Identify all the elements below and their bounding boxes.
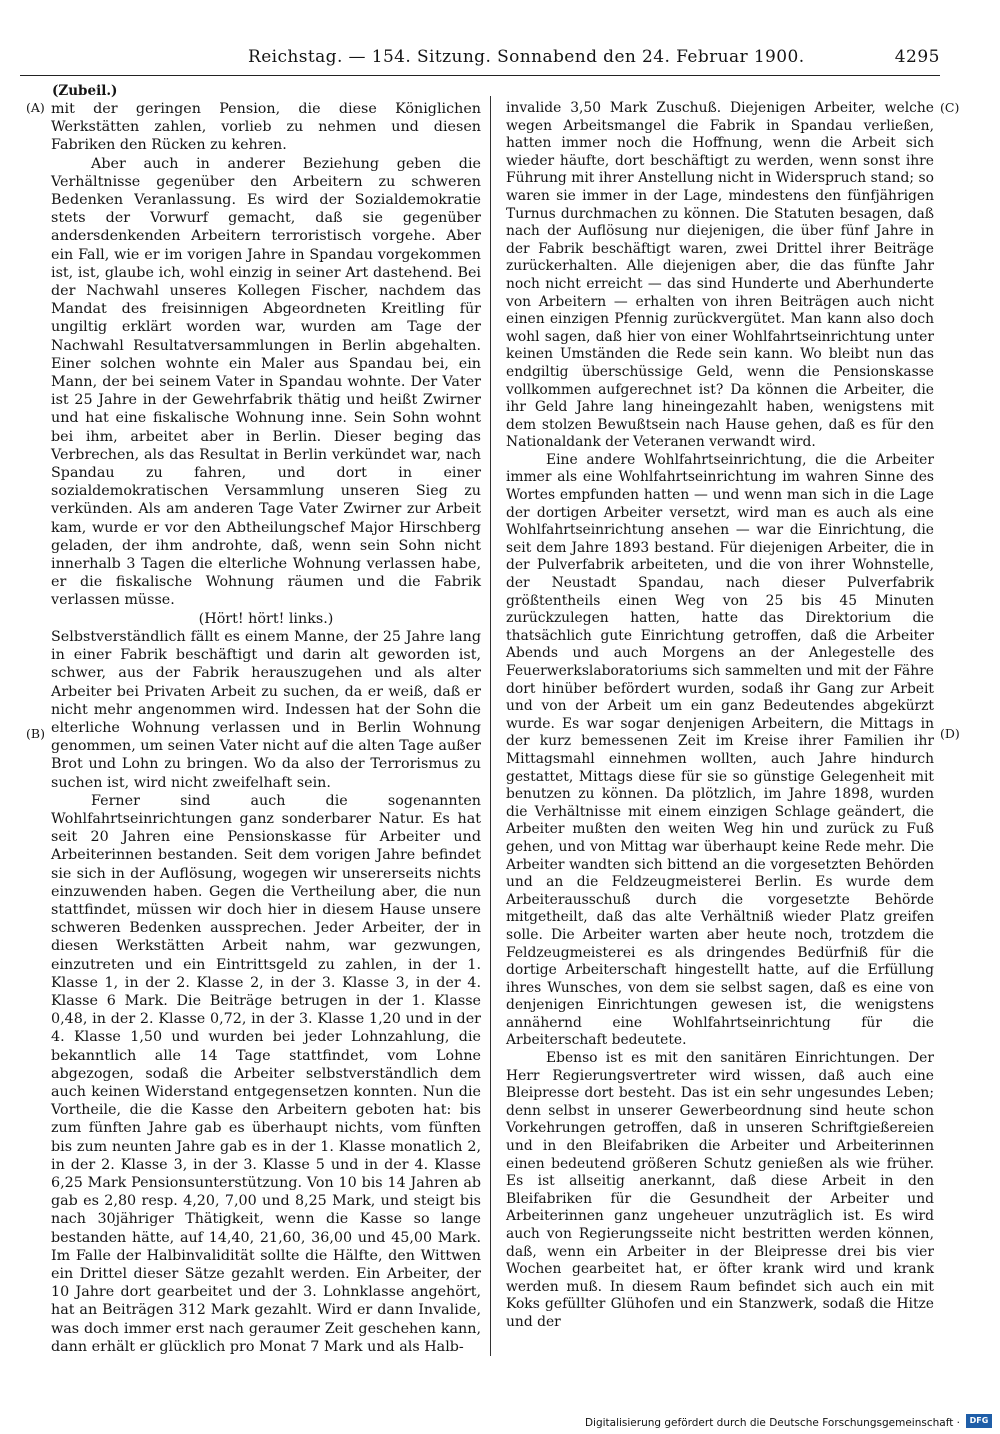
paragraph: Ebenso ist es mit den sanitären Einrichtungen. Der Herr Regierungsvertreter wird wissen, daß auch eine Bleipresse dort besteht. Das ist ein sehr ungesundes Leben; denn selbst in unserer Gewerbeordnung sind heute schon Vorkehrungen getroffen, daß in unseren Schriftgießereien und in den Bleifabriken die Arbeiter und Arbeiterinnen einen bedeutend größeren Schutz genießen als wie früher. Es ist allseitig anerkannt, daß diese Arbeit in den Bleifabriken für die Gesundheit der Arbeiter und Arbeiterinnen ganz ungeheuer unzuträglich ist. Es wird auch von Regierungsseite nicht bestritten werden können, daß, wenn ein Arbeiter in der Bleipresse drei bis vier Wochen gearbeitet hat, er öfter krank wird und krank werden muß. In diesem Raum befindet sich auch ein mit Koks gefüllter Glühofen und ein Stanzwerk, sodaß die Hitze und der	[506, 1050, 934, 1330]
left-column	[51, 100, 481, 1356]
paragraph: Selbstverständlich fällt es einem Manne, der 25 Jahre lang in einer Fabrik beschäftigt und darin alt geworden ist, schwer, aus der Fabrik herauszugehen und als alter Arbeiter bei Privaten Arbeit zu suchen, da er weiß, daß er nicht mehr angenommen wird. Indessen hat der Sohn die elterliche Wohnung verlassen und in Berlin Wohnung genommen, um seinen Vater nicht auf die alten Tage außer Brot und Lohn zu bringen. Wo da also der Terrorismus zu suchen ist, wird nicht zweifelhaft sein.	[51, 628, 481, 791]
paragraph: Aber auch in anderer Beziehung geben die Verhältnisse gegenüber den Arbeitern zu schweren Bedenken Veranlassung. Es wird der Sozialdemokratie stets der Vorwurf gemacht, daß sie gegenüber andersdenkenden Arbeitern terroristisch vorgehe. Aber ein Fall, wie er im vorigen Jahre in Spandau vorgekommen ist, ist, glaube ich, wohl einzig in seiner Art dastehend. Bei der Nachwahl unseres Kollegen Fischer, nachdem das Mandat des freisinnigen Abgeordneten Kreitling für ungiltig erklärt worden war, wurden am Tage der Nachwahl Resultatversammlungen in Berlin abgehalten. Einer solchen wohnte ein Maler aus Spandau bei, ein Mann, der bei seinem Vater in Spandau wohnte. Der Vater ist 25 Jahre in der Gewehrfabrik thätig und heißt Zwirner und hat eine fiskalische Wohnung inne. Sein Sohn wohnt bei ihm, arbeitet aber in Berlin. Dieser beging das Verbrechen, als das Resultat in Berlin verkündet war, nach Spandau zu fahren, und dort in einer sozialdemokratischen Versammlung unseren Sieg zu verkünden. Als am anderen Tage Vater Zwirner zur Arbeit kam, wurde er vor den Abtheilungschef Major Hirschberg geladen, der ihm androhte, daß, wenn sein Sohn nicht innerhalb 3 Tagen die elterliche Wohnung verlassen habe, er die fiskalische Wohnung räumen und die Fabrik verlassen müsse.	[51, 155, 481, 609]
paragraph: invalide 3,50 Mark Zuschuß. Diejenigen Arbeiter, welche wegen Arbeitsmangel die Fabrik in Spandau verließen, hatten immer noch die Hoffnung, wenn die Arbeit sich wieder häufte, dort beschäftigt zu werden, wenn sonst ihre Führung mit ihrer Anstellung nicht in Widerspruch stand; so waren sie immer in der Lage, mindestens den fünfjährigen Turnus durchmachen zu können. Die Statuten besagen, daß nach der Auflösung nur diejenigen, die über fünf Jahre in der Fabrik beschäftigt waren, zwei Drittel ihrer Beiträge zurückerhalten. Alle diejenigen aber, die das fünfte Jahr noch nicht erreicht — das sind Hunderte und Aberhunderte von Arbeitern — erhalten von ihren Beiträgen auch nicht einen einzigen Pfennig zurückvergütet. Man kann also doch wohl sagen, daß hier von einer Wohlfahrtseinrichtung unter keinen Umständen die Rede sein kann. Wo bleibt nun das endgiltig überschüssige Geld, wenn die Pensionskasse vollkommen aufgerechnet ist? Da können die Arbeiter, die ihr Geld Jahre lang hineingezahlt haben, wenigstens mit dem stolzen Bewußtsein nach Hause gehen, daß es für den Nationaldank der Veteranen verwandt wird.	[506, 100, 934, 451]
margin-marker-a: (A)	[26, 100, 45, 115]
paragraph: Eine andere Wohlfahrtseinrichtung, die die Arbeiter immer als eine Wohlfahrtseinrichtung im wahren Sinne des Wortes empfunden hatten — und wenn man sich in die Lage der dortigen Arbeiter versetzt, wird man es auch als eine Wohlfahrtseinrichtung ansehen — war die Einrichtung, die seit dem Jahre 1893 bestand. Für diejenigen Arbeiter, die in der Pulverfabrik arbeiteten, und die von ihrer Wohnstelle, der Neustadt Spandau, nach dieser Pulverfabrik größtentheils einen Weg von 25 bis 45 Minuten zurückzulegen hatten, hatte das Direktorium die thatsächlich gute Einrichtung getroffen, daß die Arbeiter Abends und auch Morgens an der Anlegestelle des Feuerwerkslaboratoriums sich sammelten und mit der Fähre dort hinüber befördert wurden, sodaß ihr Gang zur Arbeit und von der Arbeit um ein ganz Bedeutendes abgekürzt wurde. Es war sogar denjenigen Arbeitern, die Mittags in der kurz bemessenen Zeit im Kreise ihrer Familien ihr Mittagsmahl einnehmen wollten, auch Jahre hindurch gestattet, Mittags diese für sie so günstige Gelegenheit mit benutzen zu können. Da plötzlich, im Jahre 1898, wurden die Verhältnisse mit einem einzigen Schlage geändert, die Arbeiter mußten den weiten Weg hin und zurück zu Fuß gehen, und von Mittag war überhaupt keine Rede mehr. Die Arbeiter wandten sich bittend an die vorgesetzten Behörden und an die Feldzeugmeisterei Berlin. Es wurde dem Arbeiterausschuß durch die vorgesetzte Behörde mitgetheilt, daß das alte Verhältniß wieder Platz greifen solle. Die Arbeiter warten aber heute noch, trotzdem die Feldzeugmeisterei es als dringendes Bedürfniß für die dortige Arbeiterschaft hingestellt hatte, auf die Erfüllung ihres Wunsches, von dem sie selbst sagen, daß es eine von denjenigen Einrichtungen gewesen ist, die wenigstens annähernd eine Wohlfahrtseinrichtung für die Arbeiterschaft bedeutete.	[506, 451, 934, 1049]
digitization-credit: Digitalisierung gefördert durch die Deutsche Forschungsgemeinschaft ·	[584, 1417, 960, 1429]
dfg-logo: DFG	[966, 1414, 992, 1428]
right-column	[506, 100, 934, 1332]
running-title: Reichstag. — 154. Sitzung. Sonnabend den 24. Februar 1900.	[248, 47, 805, 67]
column-divider	[490, 96, 491, 1356]
margin-marker-b: (B)	[26, 726, 45, 741]
page-header	[20, 47, 940, 76]
interjection: (Hört! hört! links.)	[198, 610, 334, 627]
margin-marker-c: (C)	[940, 100, 960, 115]
margin-marker-d: (D)	[940, 726, 960, 741]
speaker-name: (Zubeil.)	[52, 83, 118, 99]
page-number: 4295	[894, 47, 940, 67]
paragraph: Ferner sind auch die sogenannten Wohlfahrtseinrichtungen ganz sonderbarer Natur. Es hat seit 20 Jahren eine Pensionskasse für Arbeiter und Arbeiterinnen bestanden. Seit dem vorigen Jahre befindet sie sich in der Auflösung, wogegen wir unsererseits nichts einzuwenden haben. Gegen die Vertheilung aber, die nun stattfindet, müssen wir doch hier in diesem Hause unsere schweren Bedenken aussprechen. Jeder Arbeiter, der in diesen Werkstätten Arbeit nahm, war gezwungen, einzutreten und ein Eintrittsgeld zu zahlen, in der 1. Klasse 1, in der 2. Klasse 2, in der 3. Klasse 3, in der 4. Klasse 6 Mark. Die Beiträge betrugen in der 1. Klasse 0,48, in der 2. Klasse 0,72, in der 3. Klasse 1,20 und in der 4. Klasse 1,50 und wurden bei jeder Lohnzahlung, die bekanntlich alle 14 Tage stattfindet, vom Lohne abgezogen, sodaß die Arbeiter selbstverständlich dem auch keinen Widerstand entgegensetzen konnten. Nun die Vortheile, die die Kasse den Arbeitern geboten hat: bis zum fünften Jahre gab es überhaupt nichts, vom fünften bis zum neunten Jahre gab es in der 1. Klasse monatlich 2, in der 2. Klasse 3, in der 3. Klasse 5 und in der 4. Klasse 6,25 Mark Pensionsunterstützung. Von 10 bis 14 Jahren ab gab es 2,80 resp. 4,20, 7,00 und 8,25 Mark, und steigt bis nach 30jähriger Thätigkeit, wenn die Kasse so lange bestanden hätte, auf 14,40, 21,60, 36,00 und 45,00 Mark. Im Falle der Halbinvalidität sollte die Hälfte, den Wittwen ein Drittel dieser Sätze gezahlt werden. Ein Arbeiter, der 10 Jahre dort gearbeitet und der 3. Lohnklasse angehört, hat an Beiträgen 312 Mark gezahlt. Wird er dann Invalide, was doch immer erst nach geraumer Zeit geschehen kann, dann erhält er glücklich pro Monat 7 Mark und als Halb-	[51, 792, 481, 1355]
paragraph: mit der geringen Pension, die diese Königlichen Werkstätten zahlen, vorlieb zu nehmen und diesen Fabriken den Rücken zu kehren.	[51, 101, 481, 154]
